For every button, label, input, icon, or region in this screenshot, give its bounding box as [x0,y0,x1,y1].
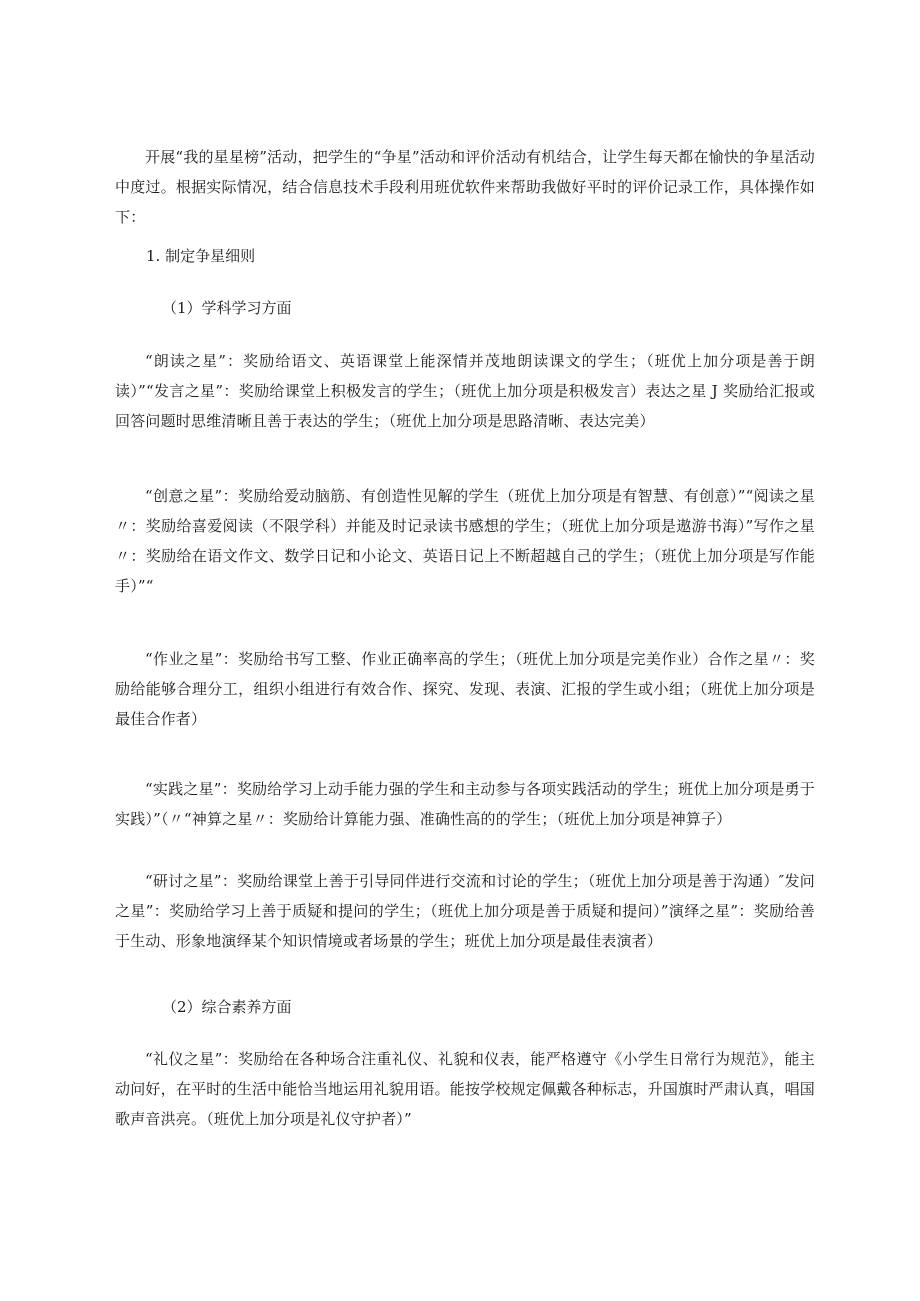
paragraph-discussion-question-act-star: “研讨之星”：奖励给课堂上善于引导同伴进行交流和讨论的学生；（班优上加分项是善于沟通）″发问之星”：奖励给学习上善于质疑和提问的学生；（班优上加分项是善于质疑和提问）”演绎之星”：奖励给善于生动、形象地演绎某个知识情境或者场景的学生；班优上加分项是最佳表演者） [115,872,815,950]
section-heading-1: 1. 制定争星细则 [146,247,256,265]
paragraph-homework-cooperation-star: “作业之星”：奖励给书写工整、作业正确率高的学生；（班优上加分项是完美作业）合作之星〃：奖励给能够合理分工，组织小组进行有效合作、探究、发现、表演、汇报的学生或小组；（班优上加分项是最佳合作者） [115,650,815,728]
paragraph-creative-reading-writing-star: “创意之星”：奖励给爱动脑筋、有创造性见解的学生（班优上加分项是有智慧、有创意）”“阅读之星〃：奖励给喜爱阅读（不限学科）并能及时记录读书感想的学生；（班优上加分项是遨游书海）”写作之星〃：奖励给在语文作文、数学日记和小论文、英语日记上不断超越自己的学生；（班优上加分项是写作能手）”“ [115,487,815,595]
paragraph-etiquette-star: “礼仪之星”：奖励给在各种场合注重礼仪、礼貌和仪表，能严格遵守《小学生日常行为规范》，能主动问好，在平时的生活中能恰当地运用礼貌用语。能按学校规定佩戴各种标志，升国旗时严肃认真，唱国歌声音洪亮。（班优上加分项是礼仪守护者）” [115,1050,815,1128]
paragraph-reading-speaking-star: “朗读之星”：奖励给语文、英语课堂上能深情并茂地朗读课文的学生；（班优上加分项是善于朗读）”“发言之星”：奖励给课堂上积极发言的学生；（班优上加分项是积极发言）表达之星 J 奖励给汇报或回答问题时思维清晰且善于表达的学生；（班优上加分项是思路清晰、表达完美） [115,352,815,430]
subsection-heading-academic: （1）学科学习方面 [162,299,292,317]
intro-paragraph: 开展“我的星星榜”活动，把学生的“争星”活动和评价活动有机结合，让学生每天都在愉快的争星活动中度过。根据实际情况，结合信息技术手段利用班优软件来帮助我做好平时的评价记录工作，具体操作如下： [115,148,815,226]
paragraph-practice-math-star: “实践之星”：奖励给学习上动手能力强的学生和主动参与各项实践活动的学生；班优上加分项是勇于实践）”（〃“神算之星〃：奖励给计算能力强、准确性高的的学生；（班优上加分项是神算子） [115,780,815,828]
subsection-heading-general: （2）综合素养方面 [162,998,292,1016]
